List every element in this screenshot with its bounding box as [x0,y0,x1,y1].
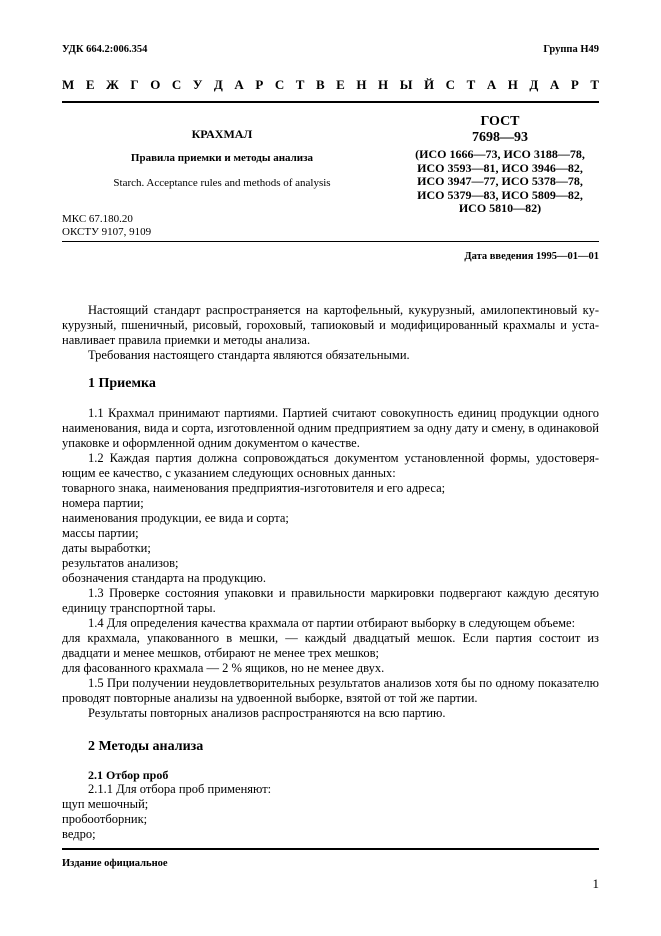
gost-number: 7698—93 [472,130,528,145]
mks-code: МКС 67.180.20 [62,213,133,225]
subsection-2-1-heading: 2.1 Отбор проб [88,768,169,782]
paragraph-line: наименования, вида и сорта, изготовленной одним предприятием за одну дату и смену, в одинаковой [62,421,599,435]
introduction-date: Дата введения 1995—01—01 [464,251,599,262]
list-item: обозначения стандарта на продукцию. [62,571,267,585]
iso-ref-line: ИСО 3593—81, ИСО 3946—82, [417,160,583,175]
iso-ref-line: (ИСО 1666—73, ИСО 3188—78, [415,147,585,161]
iso-ref-line: ИСО 5379—83, ИСО 5809—82, [417,187,583,202]
paragraph-line: 1.3 Проверке состояния упаковки и правильности маркировки подвергают каждую десятую [88,586,599,600]
document-subtitle: Правила приемки и методы анализа [130,152,314,164]
header-rule [62,101,599,103]
iso-references [400,148,600,216]
page-number: 1 [592,876,599,891]
intro-line: курузный, пшеничный, рисовый, гороховый, тапиоковый и модифицированный крахмалы и уста- [62,318,599,332]
paragraph-line: Результаты повторных анализов распространяются на всю партию. [88,706,446,720]
list-item: даты выработки; [62,541,151,555]
paragraph-line: двадцати и менее мешков, отбирают не менее трех мешков; [62,646,379,660]
paragraph-line: 1.1 Крахмал принимают партиями. Партией считают совокупность единиц продукции одного [88,406,599,420]
official-edition-label: Издание официальное [62,858,168,869]
intro-line: навливает правила приемки и методы анализа. [62,333,311,347]
udk-code: УДК 664.2:006.354 [62,44,148,55]
iso-ref-line: ИСО 5810—82) [458,201,542,215]
english-title: Starch. Acceptance rules and methods of analysis [113,177,331,189]
paragraph-line: 1.5 При получении неудовлетворительных результатов анализов хотя бы по одному показателю [88,676,599,690]
list-item: номера партии; [62,496,144,510]
standard-type-heading: М Е Ж Г О С У Д А Р С Т В Е Н Н Ы Й С Т А Н Д А Р Т [62,77,599,92]
paragraph-line: единицу транспортной тары. [62,601,216,615]
paragraph-line: 2.1.1 Для отбора проб применяют: [88,782,272,796]
paragraph-line: для фасованного крахмала — 2 % ящиков, но не менее двух. [62,661,385,675]
group-code: Группа Н49 [543,44,599,55]
list-item: щуп мешочный; [62,797,149,811]
intro-line: Настоящий стандарт распространяется на картофельный, кукурузный, амилопектиновый ку- [88,303,599,317]
paragraph-line: для крахмала, упакованного в мешки, — каждый двадцатый мешок. Если партия состоит из [62,631,599,645]
list-item: товарного знака, наименования предприятия-изготовителя и его адреса; [62,481,446,495]
paragraph-line: упаковке и оформленной одним документом о качестве. [62,436,360,450]
list-item: пробоотборник; [62,812,148,826]
okstu-code: ОКСТУ 9107, 9109 [62,226,152,238]
intro-line: Требования настоящего стандарта являются обязательными. [88,348,410,362]
paragraph-line: 1.4 Для определения качества крахмала от партии отбирают выборку в следующем объеме: [88,616,576,630]
list-item: ведро; [62,827,96,841]
section-2-heading: 2 Методы анализа [88,739,204,754]
iso-ref-line: ИСО 3947—77, ИСО 5378—78, [417,174,583,188]
paragraph-line: проводят повторные анализы на удвоенной выборке, взятой от той же партии. [62,691,478,705]
document-title: КРАХМАЛ [191,127,253,141]
paragraph-line: ющим ее качество, с указанием следующих основных данных: [62,466,396,480]
list-item: наименования продукции, ее вида и сорта; [62,511,289,525]
footer-rule [62,848,599,850]
gost-label: ГОСТ [480,114,520,129]
list-item: массы партии; [62,526,139,540]
section-1-heading: 1 Приемка [88,376,156,391]
classification-rule [62,241,599,242]
list-item: результатов анализов; [62,556,179,570]
paragraph-line: 1.2 Каждая партия должна сопровождаться документом установленной формы, удостоверя- [88,451,599,465]
